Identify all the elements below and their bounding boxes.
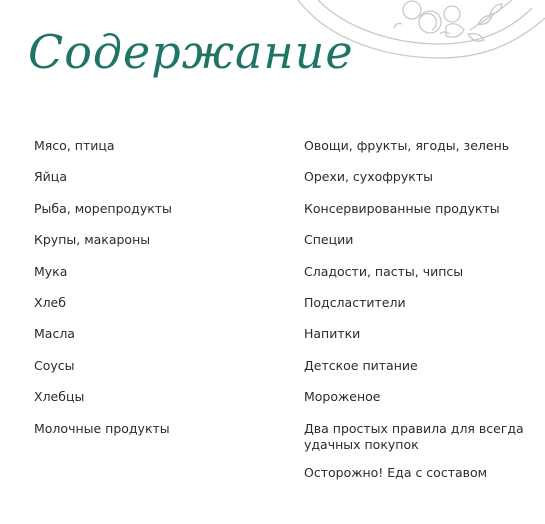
- food-piece-icon: [444, 6, 460, 22]
- food-detail-icon: [440, 32, 450, 34]
- food-piece-icon: [446, 24, 464, 37]
- toc-item-flour[interactable]: Мука: [34, 263, 68, 279]
- toc-item-shopping-rules[interactable]: Два простых правила для всегда удачных покупок: [304, 420, 524, 452]
- toc-item-drinks[interactable]: Напитки: [304, 326, 361, 342]
- toc-item-vegetables-fruits[interactable]: Овощи, фрукты, ягоды, зелень: [304, 138, 510, 153]
- toc-item-canned-goods[interactable]: Консервированные продукты: [304, 200, 500, 216]
- toc-item-grains-pasta[interactable]: Крупы, макароны: [34, 232, 151, 248]
- toc-item-ingredients-warning[interactable]: Осторожно! Еда с составом: [304, 464, 488, 480]
- toc-item-meat-poultry[interactable]: Мясо, птица: [34, 138, 115, 153]
- toc-left-column: [34, 138, 274, 452]
- toc-item-eggs[interactable]: Яйца: [34, 169, 67, 185]
- food-detail-icon: [394, 24, 402, 29]
- leaf-icon: [490, 4, 502, 14]
- herb-stem-icon: [470, 0, 512, 30]
- toc-item-spices[interactable]: Специи: [304, 232, 354, 248]
- toc-item-sweeteners[interactable]: Подсластители: [304, 294, 406, 310]
- toc-item-nuts-dried-fruits[interactable]: Орехи, сухофрукты: [304, 169, 433, 185]
- toc-item-bread[interactable]: Хлеб: [34, 294, 66, 310]
- toc-item-fish-seafood[interactable]: Рыба, морепродукты: [34, 200, 172, 216]
- toc-item-baby-food[interactable]: Детское питание: [304, 357, 418, 373]
- toc-item-sauces[interactable]: Соусы: [34, 357, 75, 373]
- toc-item-ice-cream[interactable]: Мороженое: [304, 389, 381, 405]
- toc-item-dairy[interactable]: Молочные продукты: [34, 420, 170, 436]
- food-detail-icon: [420, 13, 437, 30]
- food-piece-icon: [403, 1, 421, 19]
- page-title: Содержание: [28, 25, 354, 79]
- toc-item-crispbreads[interactable]: Хлебцы: [34, 389, 85, 405]
- toc-item-oils[interactable]: Масла: [34, 326, 75, 342]
- toc-item-sweets-snacks[interactable]: Сладости, пасты, чипсы: [304, 263, 464, 279]
- toc-right-column: [304, 138, 529, 496]
